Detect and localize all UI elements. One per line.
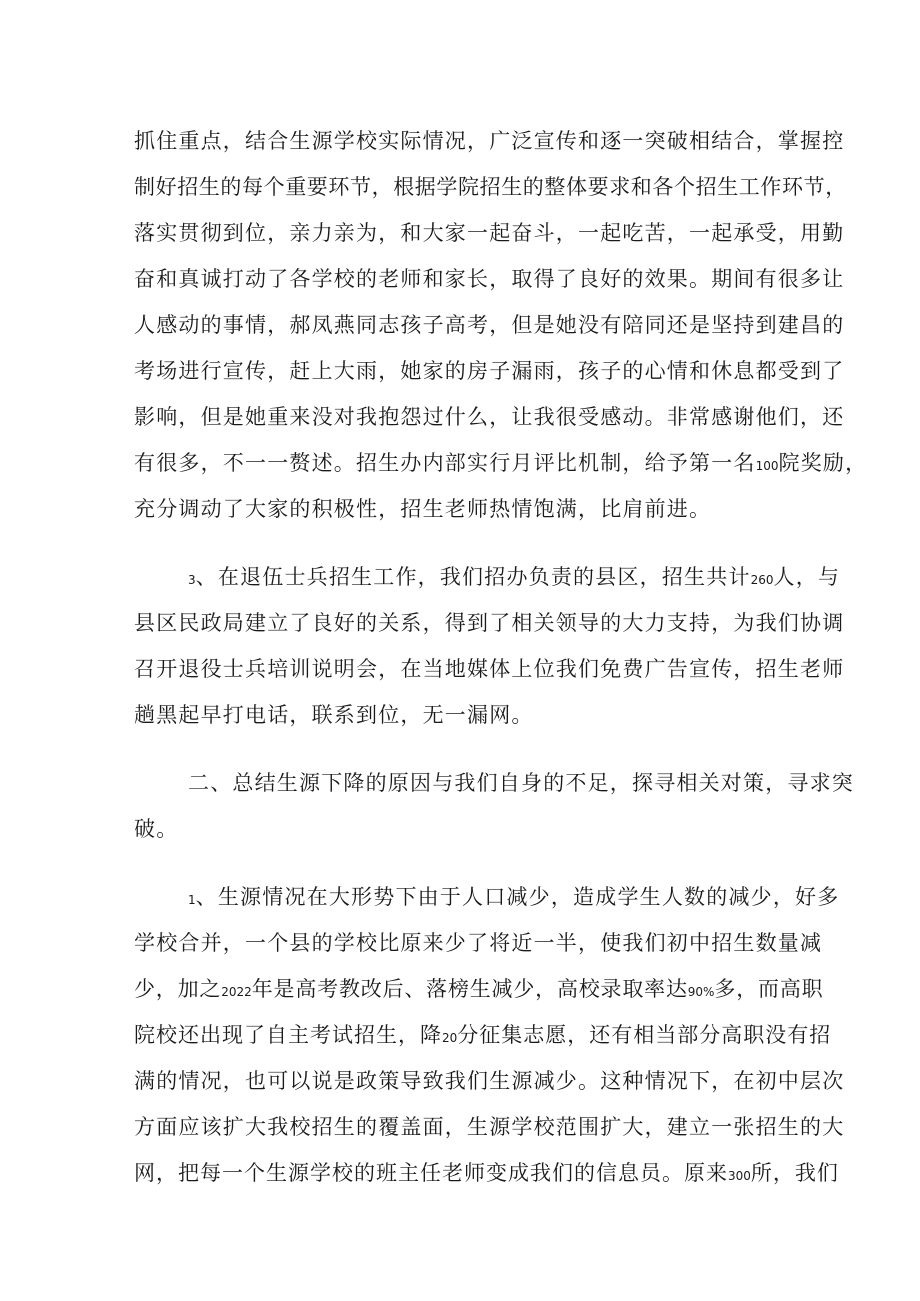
text-line-7: 影响，但是她重来没对我抱怨过什么，让我很受感动。非常感谢他们，还	[134, 405, 845, 429]
text-line-22: 网，把每一个生源学校的班主任老师变成我们的信息员。原来300所，我们	[134, 1161, 839, 1185]
text-line-9: 充分调动了大家的积极性，招生老师热情饱满，比肩前进。	[134, 497, 712, 521]
text-line-17: 学校合并，一个县的学校比原来少了将近一半，使我们初中招生数量减	[134, 931, 823, 955]
text-line-18: 少，加之2022年是高考教改后、落榜生减少，高校录取率达90%多，而高职	[134, 977, 824, 1001]
text-line-8: 有很多，不一一赘述。招生办内部实行月评比机制，给予第一名100院奖励，	[134, 451, 868, 475]
text-line-12: 召开退役士兵培训说明会，在当地媒体上位我们免费广告宣传，招生老师	[134, 657, 845, 681]
text-line-6: 考场进行宣传，赶上大雨，她家的房子漏雨，孩子的心情和休息都受到了	[134, 359, 845, 383]
text-line-2: 制好招生的每个重要环节，根据学院招生的整体要求和各个招生工作环节，	[134, 175, 847, 199]
text-line-11: 县区民政局建立了良好的关系，得到了相关领导的大力支持，为我们协调	[134, 611, 845, 635]
text-line-14: 二、总结生源下降的原因与我们自身的不足，探寻相关对策，寻求突	[188, 771, 854, 795]
text-line-1: 抓住重点，结合生源学校实际情况，广泛宣传和逐一突破相结合，掌握控	[134, 129, 845, 153]
text-line-15: 破。	[134, 817, 179, 841]
text-line-19: 院校还出现了自主考试招生，降20分征集志愿，还有相当部分高职没有招	[134, 1023, 832, 1047]
text-line-13: 趟黑起早打电话，联系到位，无一漏网。	[134, 703, 534, 727]
text-line-16: 1、生源情况在大形势下由于人口减少，造成学生人数的减少，好多	[188, 885, 840, 909]
text-line-20: 满的情况，也可以说是政策导致我们生源减少。这种情况下，在初中层次	[134, 1069, 845, 1093]
text-line-5: 人感动的事情，郝凤燕同志孩子高考，但是她没有陪同还是坚持到建昌的	[134, 313, 845, 337]
text-line-3: 落实贯彻到位，亲力亲为，和大家一起奋斗，一起吃苦，一起承受，用勤	[134, 221, 845, 245]
text-line-4: 奋和真诚打动了各学校的老师和家长，取得了良好的效果。期间有很多让	[134, 267, 845, 291]
text-line-21: 方面应该扩大我校招生的覆盖面，生源学校范围扩大，建立一张招生的大	[134, 1115, 845, 1139]
text-line-10: 3、在退伍士兵招生工作，我们招办负责的县区，招生共计260人，与	[188, 565, 841, 589]
